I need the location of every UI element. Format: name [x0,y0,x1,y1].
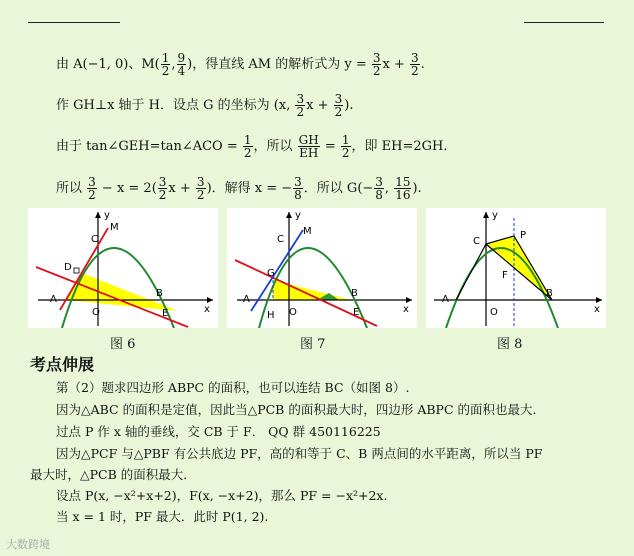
label-c: C [277,234,284,245]
text-segment: ). [344,98,354,113]
numerator: 1 [243,133,252,147]
watermark: 大数跨境 [6,538,50,551]
numerator: 3 [410,51,419,65]
denominator: 2 [243,146,252,160]
fraction [295,93,305,118]
label-m: M [303,226,312,237]
label-x: x [594,304,600,315]
label-d: D [64,262,72,273]
solution-line-4 [56,176,422,201]
solution-line-1 [56,52,425,77]
numerator: 3 [196,175,205,189]
fraction [394,176,411,201]
fraction [243,134,253,159]
fraction [334,93,344,118]
numerator: 3 [88,175,96,189]
numerator: 3 [296,92,305,106]
denominator: 16 [395,188,411,202]
extension-line-5: 最大时，△PCB 的面积最大． [30,467,196,482]
y-axis-arrow [286,212,292,218]
figure-7-diagram [227,208,417,328]
denominator: 2 [158,188,167,202]
fraction [374,176,384,201]
figure-8 [426,208,606,328]
text-segment: − x = 2( [97,181,157,196]
text-segment: . [420,57,425,72]
fraction [341,134,351,159]
figure-7 [227,208,417,328]
label-c: C [91,234,98,245]
extension-line-1: 第（2）题求四边形 ABPC 的面积，也可以连结 BC（如图 8）. [56,380,410,395]
denominator: 2 [88,188,96,202]
text-segment: 由于 tan∠GEH=tan∠ACO = [56,139,242,154]
text-segment: )．解得 x = − [206,181,293,196]
text-segment: x + [306,98,333,113]
label-e: E [353,307,360,318]
label-a: A [442,294,449,305]
denominator: 8 [294,188,302,202]
denominator: 2 [334,105,343,119]
denominator: 2 [196,188,205,202]
extension-line-4: 因为△PCF 与△PBF 有公共底边 PF，高的和等于 C、B 两点间的水平距离，所以当 PF [56,446,543,461]
fraction [372,52,382,77]
section-heading: 考点伸展 [30,355,95,374]
text-segment: ，即 EH=2GH． [351,139,457,154]
label-o: O [289,307,297,318]
label-h: H [267,310,275,321]
text-segment: )，得直线 AM 的解析式为 y = [187,57,371,72]
label-c: C [473,236,480,247]
fraction [161,52,171,77]
figure-6-caption: 图 6 [110,337,136,352]
fraction [158,176,168,201]
denominator: EH [299,146,319,160]
figure-8-caption: 图 8 [497,337,523,352]
label-a: A [243,294,250,305]
text-segment: 作 GH⊥x 轴于 H．设点 G 的坐标为 (x, [56,98,295,113]
numerator: 3 [372,51,381,65]
extension-line-2: 因为△ABC 的面积是定值，因此当△PCB 的面积最大时，四边形 ABPC 的面积也最大． [56,402,545,417]
extension-line-6: 设点 P(x, −x²+x+2)，F(x, −x+2)，那么 PF = −x²+2x. [56,488,388,503]
fraction [298,134,320,159]
extension-line-3: 过点 P 作 x 轴的垂线，交 CB 于 F． QQ 群 450116225 [56,424,381,439]
label-y: y [104,210,110,221]
numerator: 3 [294,175,302,189]
label-m: M [110,222,119,233]
figure-6-diagram [28,208,218,328]
denominator: 2 [341,146,350,160]
label-e: E [162,308,169,319]
numerator: GH [298,133,319,147]
figure-8-diagram [426,208,606,328]
top-right-rule [524,22,604,23]
extension-line-7: 当 x = 1 时，PF 最大．此时 P(1, 2). [56,509,269,524]
right-angle-mark [74,268,79,273]
fraction [293,176,303,201]
label-o: O [490,307,498,318]
text-segment: 由 A(−1, 0)、M( [56,57,160,72]
solution-line-3 [56,134,456,159]
label-p: P [520,230,527,241]
segment-ac [456,244,486,300]
fraction [410,52,420,77]
denominator: 2 [296,105,305,119]
label-b: B [156,288,163,299]
x-axis-arrow [406,297,412,303]
label-g: G [267,268,275,279]
solution-line-2 [56,93,353,118]
fraction [177,52,187,77]
numerator: 1 [341,133,350,147]
text-segment: ，所以 [253,139,297,154]
text-segment: = [320,139,340,154]
denominator: 2 [161,64,170,78]
text-segment: 所以 [56,181,87,196]
label-b: B [351,288,358,299]
text-segment: x + [168,181,195,196]
denominator: 4 [177,64,186,78]
label-x: x [204,304,210,315]
denominator: 8 [375,188,383,202]
text-segment: , [384,181,394,196]
y-axis-arrow [95,212,101,218]
x-axis-arrow [207,297,213,303]
figure-6 [28,208,218,328]
numerator: 9 [177,51,186,65]
label-y: y [492,210,498,221]
numerator: 3 [334,92,343,106]
figure-7-caption: 图 7 [300,337,326,352]
label-b: B [546,288,553,299]
x-axis-arrow [596,297,602,303]
label-a: A [50,294,57,305]
text-segment: ). [412,181,422,196]
top-left-rule [28,22,120,23]
fraction [87,176,97,201]
text-segment: x + [382,57,409,72]
label-x: x [403,304,409,315]
y-axis-arrow [483,212,489,218]
label-y: y [295,210,301,221]
text-segment: ．所以 G(− [303,181,374,196]
numerator: 3 [375,175,383,189]
numerator: 15 [395,175,411,189]
label-f: F [502,270,508,281]
denominator: 2 [372,64,381,78]
fraction [196,176,206,201]
numerator: 1 [161,51,170,65]
denominator: 2 [410,64,419,78]
text-segment: , [171,57,176,72]
label-o: O [92,307,100,318]
numerator: 3 [158,175,167,189]
